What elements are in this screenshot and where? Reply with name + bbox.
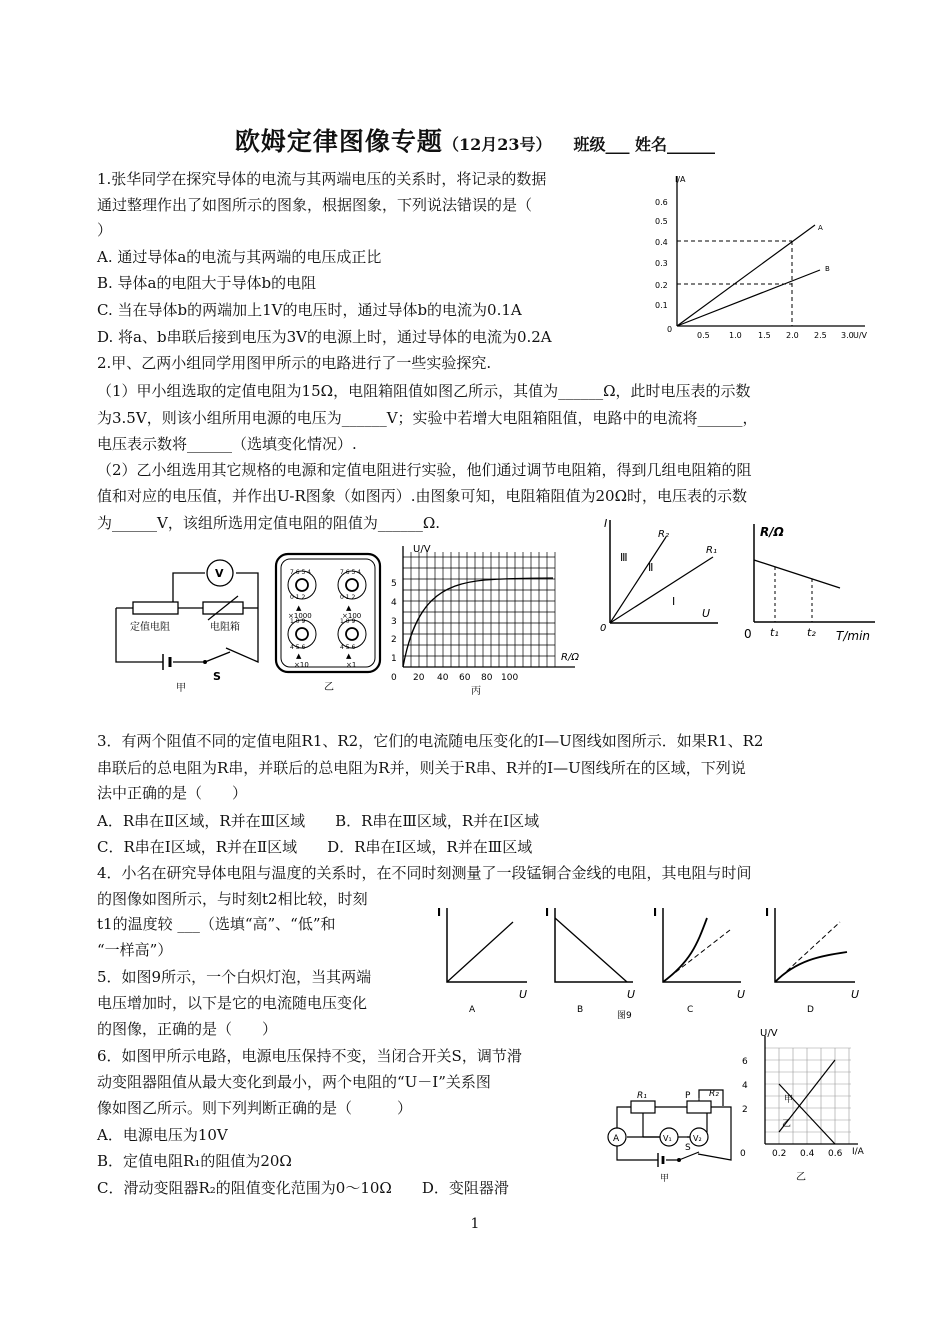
q2-line: 为______V，该组所选用定值电阻的阻值为______Ω. xyxy=(97,514,441,532)
q3-origin: 0 xyxy=(600,623,607,634)
q2-voltmeter-label: V xyxy=(215,567,224,580)
q1-iu-chart xyxy=(655,168,885,348)
box-multiplier-1000: ×1000 xyxy=(288,612,312,620)
q2-line: 为3.5V，则该小组所用电源的电压为______V；实验中若增大电阻箱阻值，电路中的电流将______， xyxy=(97,409,758,427)
q2-ur-chart xyxy=(385,542,600,697)
q6-ammeter-label: A xyxy=(613,1134,620,1144)
q1-option-b: B. 导体a的电阻大于导体b的电阻 xyxy=(97,274,317,292)
q2-ur-ytick: 5 xyxy=(391,579,397,589)
q2-ur-ytick: 1 xyxy=(391,654,397,664)
q1-ytick: 0.1 xyxy=(655,301,668,310)
q6-ui-xlabel: I/A xyxy=(852,1147,864,1157)
box-multiplier-100: ×100 xyxy=(342,612,362,620)
q2-ur-ytick: 3 xyxy=(391,617,397,627)
q1-origin: 0 xyxy=(667,325,673,334)
q6-r2-label: R₂ xyxy=(709,1089,719,1099)
q3-iu-regions-chart xyxy=(598,515,728,635)
q5-graph-xlabel: U xyxy=(519,988,528,1001)
q5-graph-ylabel: I xyxy=(437,906,442,919)
q5-graph-d-label: D xyxy=(807,1005,814,1015)
q5-fig-label: 图9 xyxy=(617,1011,632,1021)
q3-label-r2: R₂ xyxy=(658,529,669,540)
q1-ytick: 0.6 xyxy=(655,198,668,207)
q5-graph-a-line xyxy=(447,922,513,982)
q5-graph-c-label: C xyxy=(687,1005,694,1015)
q3-line: 串联后的总电阻为R串，并联后的总电阻为R并，则关于R串、R并的I—U图线所在的区域，下列说 xyxy=(97,759,746,777)
q2-fig-bing-label: 丙 xyxy=(471,686,481,697)
q2-ur-curve xyxy=(403,578,553,667)
q5-graph-ylabel: I xyxy=(653,906,658,919)
q2-ur-xtick: 60 xyxy=(459,673,471,683)
q2-line: 电压表示数将______（选填变化情况）. xyxy=(97,435,357,453)
q2-line: （1）甲小组选取的定值电阻为15Ω，电阻箱阻值如图乙所示，其值为______Ω，此时电压表的示数 xyxy=(97,382,751,400)
q2-line: （2）乙小组选用其它规格的电源和定值电阻进行实验，他们通过调节电阻箱，得到几组电阻箱的阻 xyxy=(97,461,752,479)
q6-ui-ytick: 2 xyxy=(742,1105,748,1115)
q4-r-line xyxy=(754,560,840,588)
title-main: 欧姆定律图像专题 xyxy=(234,127,443,156)
q2-ur-xlabel: R/Ω xyxy=(561,652,579,663)
q1-line-b xyxy=(677,270,820,326)
box-multiplier-10: ×10 xyxy=(294,661,309,669)
q6-fig-yi-label: 乙 xyxy=(796,1172,806,1183)
q6-ui-ylabel: U/V xyxy=(760,1028,778,1039)
svg-text:▲: ▲ xyxy=(296,604,302,612)
q5-graph-d-curve xyxy=(775,952,847,982)
q1-ytick: 0.4 xyxy=(655,238,668,247)
q4-xlabel: T/min xyxy=(836,629,871,643)
svg-text:1 0 9: 1 0 9 xyxy=(290,618,306,625)
q2-line: 值和对应的电压值，并作出U-R图象（如图丙）.由图象可知，电阻箱阻值为20Ω时，电压表的示数 xyxy=(97,487,748,505)
svg-text:7 6 5 4: 7 6 5 4 xyxy=(290,569,311,576)
q1-option-a: A. 通过导体a的电流与其两端的电压成正比 xyxy=(97,248,382,266)
svg-text:7 6 5 4: 7 6 5 4 xyxy=(340,569,361,576)
q6-label-yi: 乙 xyxy=(782,1119,792,1129)
q3-options-ab: A．R串在Ⅱ区域，R并在Ⅲ区域 B．R串在Ⅲ区域，R并在Ⅰ区域 xyxy=(97,812,540,830)
box-multiplier-1: ×1 xyxy=(346,661,357,669)
q6-line: 动变阻器阻值从最大变化到最小，两个电阻的“U－I”关系图 xyxy=(97,1073,491,1091)
q2-circuit-jia xyxy=(108,548,273,693)
q5-graph-xlabel: U xyxy=(627,988,636,1001)
q3-line: 法中正确的是（ ） xyxy=(97,784,248,802)
q4-rt-chart xyxy=(740,520,890,645)
q1-label-a: A xyxy=(818,224,823,232)
q3-zone-1: Ⅰ xyxy=(672,595,676,608)
q3-label-r1: R₁ xyxy=(706,545,717,556)
q3-options-cd: C．R串在Ⅰ区域，R并在Ⅱ区域 D．R串在Ⅰ区域，R并在Ⅲ区域 xyxy=(97,838,533,856)
q2-ur-ylabel: U/V xyxy=(413,544,431,555)
q3-line-r1 xyxy=(610,557,713,623)
q2-ur-xtick: 20 xyxy=(413,673,425,683)
q6-slider-p-label: P xyxy=(685,1091,691,1101)
q4-line: “一样高”） xyxy=(97,941,173,959)
q3-line-r2 xyxy=(610,537,666,623)
q1-xlabel: U/V xyxy=(853,331,868,340)
q6-ui-xtick: 0.2 xyxy=(772,1149,787,1159)
q5-iu-graphs xyxy=(435,900,870,1022)
q6-v2-label: V₂ xyxy=(693,1134,702,1143)
q5-graph-c-curve xyxy=(663,918,707,982)
q6-option-a: A．电源电压为10V xyxy=(97,1126,228,1144)
q6-option-cd: C．滑动变阻器R₂的阻值变化范围为0～10Ω D．变阻器滑 xyxy=(97,1179,509,1197)
q4-line: 4．小名在研究导体电阻与温度的关系时，在不同时刻测量了一段锰铜合金线的电阻，其电阻与时间 xyxy=(97,864,752,882)
q1-option-d: D. 将a、b串联后接到电压为3V的电源上时，通过导体的电流为0.2A xyxy=(97,328,552,346)
q2-switch-label: S xyxy=(213,670,221,683)
q6-ui-xtick: 0.4 xyxy=(800,1149,815,1159)
q5-line: 5．如图9所示，一个白炽灯泡，当其两端 xyxy=(97,968,372,986)
q6-option-b: B．定值电阻R₁的阻值为20Ω xyxy=(97,1152,292,1170)
q1-line-a xyxy=(677,225,815,326)
q1-xtick: 0.5 xyxy=(697,331,710,340)
q1-ytick: 0.5 xyxy=(655,217,668,226)
q6-line: 6．如图甲所示电路，电源电压保持不变，当闭合开关S，调节滑 xyxy=(97,1047,522,1065)
q1-xtick: 1.0 xyxy=(729,331,742,340)
q6-r2-resistor-icon xyxy=(687,1101,711,1113)
q5-graph-a-label: A xyxy=(469,1005,476,1015)
q2-ur-xtick: 100 xyxy=(501,673,519,683)
svg-text:0 1 2: 0 1 2 xyxy=(290,594,306,601)
q5-graph-xlabel: U xyxy=(851,988,860,1001)
q5-line: 电压增加时，以下是它的电流随电压变化 xyxy=(97,994,368,1012)
q2-resistance-box-label: 电阻箱 xyxy=(210,622,240,633)
q6-line: 像如图乙所示。则下列判断正确的是（ ） xyxy=(97,1099,413,1117)
q1-xtick: 1.5 xyxy=(758,331,771,340)
q2-ur-ytick: 4 xyxy=(391,598,397,608)
q6-fig-jia-label: 甲 xyxy=(660,1174,670,1184)
q2-ur-xtick: 40 xyxy=(437,673,449,683)
q6-ui-origin: 0 xyxy=(740,1149,746,1159)
q1-line: 通过整理作出了如图所示的图象，根据图象，下列说法错误的是（ xyxy=(97,196,533,214)
q1-label-b: B xyxy=(825,265,830,273)
q1-line: 1.张华同学在探究导体的电流与其两端电压的关系时，将记录的数据 xyxy=(97,170,547,188)
q2-line: 2.甲、乙两小组同学用图甲所示的电路进行了一些实验探究. xyxy=(97,354,492,372)
q2-ur-ytick: 2 xyxy=(391,635,397,645)
svg-text:4 5 6: 4 5 6 xyxy=(290,644,306,651)
title-date: （12月23号） xyxy=(442,135,552,154)
page-title xyxy=(0,122,950,158)
q6-ui-chart xyxy=(738,1026,878,1186)
q4-t1: t₁ xyxy=(770,626,779,639)
fixed-resistor-icon xyxy=(133,602,178,614)
q2-ur-xtick: 0 xyxy=(391,673,397,683)
q6-ui-xtick: 0.6 xyxy=(828,1149,843,1159)
q2-ur-xtick: 80 xyxy=(481,673,493,683)
q2-fig-yi-label: 乙 xyxy=(324,682,334,693)
q3-zone-3: Ⅲ xyxy=(620,551,628,564)
q3-ylabel: I xyxy=(604,517,608,530)
q1-line: ） xyxy=(97,221,113,239)
q5-graph-b-line xyxy=(555,918,627,982)
q1-xtick: 2.0 xyxy=(786,331,799,340)
q6-r1-label: R₁ xyxy=(637,1091,647,1101)
q4-line: 的图像如图所示，与时刻t2相比较，时刻 xyxy=(97,890,368,908)
svg-text:4 5 6: 4 5 6 xyxy=(340,644,356,651)
q4-t2: t₂ xyxy=(807,626,816,639)
svg-text:▲: ▲ xyxy=(296,652,302,660)
q6-v1-label: V₁ xyxy=(663,1134,672,1143)
q5-graph-xlabel: U xyxy=(737,988,746,1001)
q1-option-c: C. 当在导体b的两端加上1V的电压时，通过导体b的电流为0.1A xyxy=(97,301,522,319)
q5-graph-ylabel: I xyxy=(765,906,770,919)
q1-xtick: 3.0 xyxy=(841,331,854,340)
q6-ui-ytick: 4 xyxy=(742,1081,748,1091)
q4-ylabel: R/Ω xyxy=(760,525,784,539)
q3-zone-2: Ⅱ xyxy=(648,561,654,574)
q3-line: 3．有两个阻值不同的定值电阻R1、R2，它们的电流随电压变化的I—U图线如图所示．如果R1、R2 xyxy=(97,732,764,750)
q2-fixed-resistor-label: 定值电阻 xyxy=(130,622,170,633)
q1-ytick: 0.2 xyxy=(655,281,668,290)
svg-text:0 1 2: 0 1 2 xyxy=(340,594,356,601)
q6-ui-ytick: 6 xyxy=(742,1057,748,1067)
q4-line: t1的温度较 ___（选填“高”、“低”和 xyxy=(97,915,336,933)
q1-xtick: 2.5 xyxy=(814,331,827,340)
q4-origin: 0 xyxy=(744,627,752,641)
svg-text:▲: ▲ xyxy=(346,604,352,612)
q6-r1-resistor-icon xyxy=(631,1101,655,1113)
q3-xlabel: U xyxy=(702,607,711,620)
q2-resistance-box xyxy=(272,550,387,695)
q5-graph-ylabel: I xyxy=(545,906,550,919)
q6-label-jia: 甲 xyxy=(784,1095,794,1105)
q2-fig-jia-label: 甲 xyxy=(176,683,186,693)
svg-text:▲: ▲ xyxy=(346,652,352,660)
q6-circuit-jia xyxy=(603,1082,743,1184)
q5-line: 的图像，正确的是（ ） xyxy=(97,1020,278,1038)
q1-ylabel: I/A xyxy=(675,175,686,184)
q1-ytick: 0.3 xyxy=(655,259,668,268)
q6-switch-label: S xyxy=(685,1143,691,1153)
q5-graph-b-label: B xyxy=(577,1005,584,1015)
svg-text:1 0 9: 1 0 9 xyxy=(340,618,356,625)
page-number: 1 xyxy=(470,1216,480,1232)
title-class-name: 班级___ 姓名______ xyxy=(573,135,716,154)
